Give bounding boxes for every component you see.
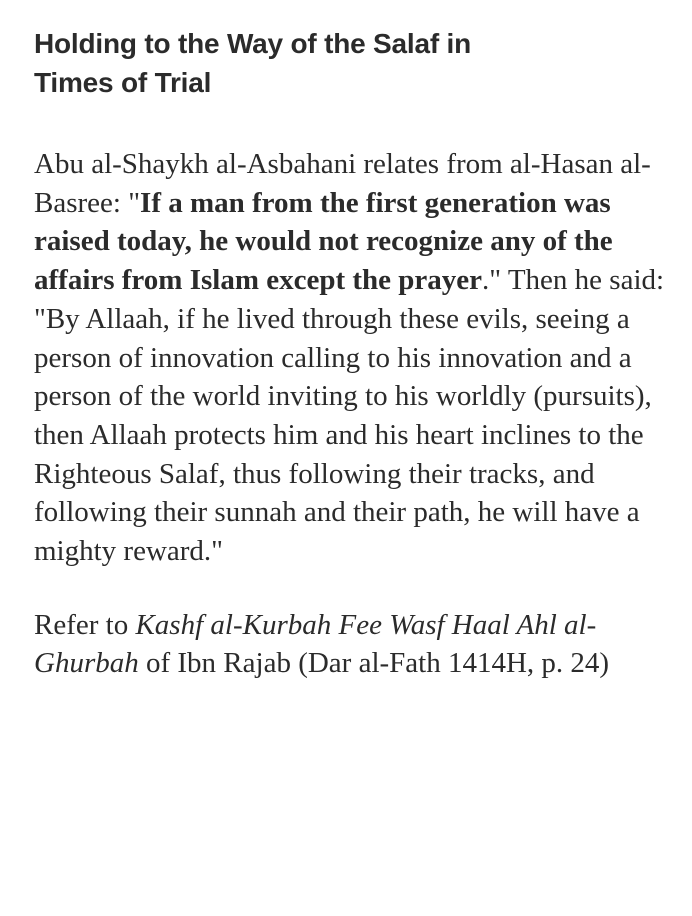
quote-intro: Abu al-Shaykh al-Asbahani relates from al-Hasan al-Basree: ": [34, 148, 651, 219]
reference-book-title: Kashf al-Kurbah Fee Wasf Haal Ahl al-Ghurbah: [34, 608, 597, 680]
quote-continuation: ." Then he said: "By Allaah, if he lived through these evils, seeing a person of innovation calling to his innovation and a person of the world inviting to his worldly (pursuits), then Allaah protects him and his heart inclines to the Righteous Salaf, thus following their tracks, and following their sunnah and their path, he will have a mighty reward.": [34, 264, 665, 568]
article-title-line-1: Holding to the Way of the Salaf in: [34, 28, 472, 59]
reference-paragraph: [34, 606, 674, 683]
reference-prefix: Refer to: [34, 608, 136, 641]
quote-paragraph: [34, 145, 674, 571]
article-title: [34, 24, 674, 102]
reference-suffix: of Ibn Rajab (Dar al-Fath 1414H, p. 24): [138, 647, 610, 680]
bold-quote: If a man from the first generation was raised today, he would not recognize any of the affairs from Islam except the prayer: [34, 186, 613, 297]
article: [34, 24, 674, 683]
article-title-line-2: Times of Trial: [34, 67, 212, 98]
